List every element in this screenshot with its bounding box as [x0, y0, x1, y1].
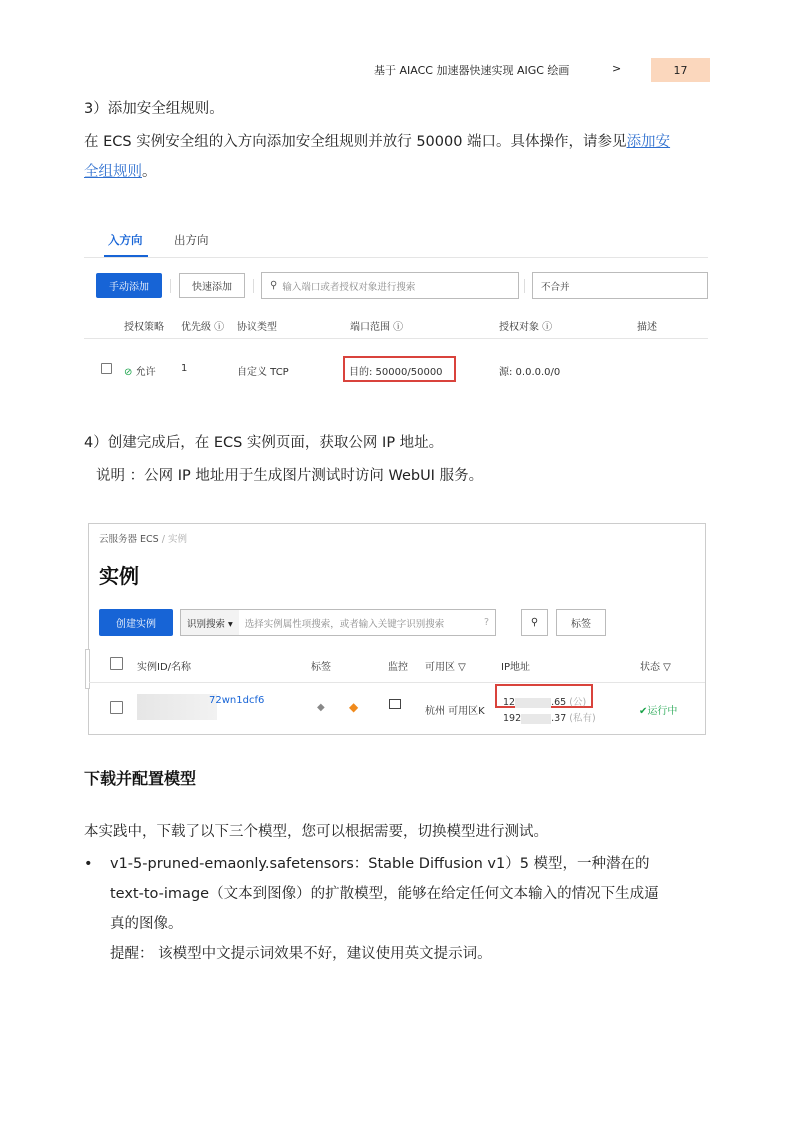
page-title: 实例 [99, 564, 139, 588]
step3-body [84, 127, 714, 187]
search-mode-select[interactable]: 识别搜索 ▾ [181, 610, 239, 635]
instance-search-input[interactable] [180, 609, 496, 636]
security-group-screenshot [84, 222, 708, 392]
col-monitor: 监控 [388, 662, 408, 673]
instance-id-link[interactable]: 72wn1dcf6 [209, 695, 265, 706]
header-arrow: > [612, 62, 622, 75]
add-sg-rule-link-cont[interactable]: 全组规则 [84, 164, 142, 180]
help-icon[interactable]: ? [483, 617, 489, 628]
private-ip-suffix: .37 [551, 713, 567, 724]
toolbar-separator [253, 279, 254, 293]
model-desc-line2: text-to-image（文本到图像）的扩散模型，能够在给定任何文本输入的情况下生成逼 [110, 886, 659, 902]
status-badge [639, 702, 677, 717]
tag-icon[interactable]: ◆ [317, 702, 325, 713]
public-ip-prefix: 12 [503, 697, 516, 708]
bullet: • [84, 856, 93, 872]
step4-heading: 4）创建完成后，在 ECS 实例页面，获取公网 IP 地址。 [84, 435, 444, 451]
col-port-range: 端口范围 ⓘ [350, 322, 404, 333]
tab-active-indicator [104, 255, 148, 257]
create-instance-button[interactable]: 创建实例 [99, 609, 173, 636]
private-ip-tag: (私有) [569, 713, 596, 724]
public-ip [503, 694, 586, 708]
tab-outbound[interactable]: 出方向 [174, 233, 209, 247]
status-value: 运行中 [647, 706, 678, 717]
section-title: 下载并配置模型 [84, 769, 197, 788]
source-value: 源: 0.0.0.0/0 [499, 367, 561, 378]
quick-add-button[interactable]: 快速添加 [179, 273, 245, 298]
col-tags: 标签 [311, 662, 331, 673]
public-ip-suffix: .65 [551, 697, 567, 708]
col-status: 状态 ▽ [640, 662, 671, 673]
priority-value: 1 [181, 363, 188, 374]
add-sg-rule-link[interactable]: 添加安 [626, 134, 671, 150]
row-checkbox[interactable] [101, 363, 112, 374]
instance-search-placeholder: 选择实例属性项搜索，或者输入关键字识别搜索 [244, 618, 445, 630]
breadcrumb [99, 531, 187, 545]
public-ip-tag: (公) [569, 697, 587, 708]
check-circle-icon: ✔ [639, 706, 648, 717]
merge-select[interactable]: 不合并 [532, 272, 708, 299]
redacted-ip [515, 698, 551, 708]
ecs-instances-screenshot [88, 523, 706, 735]
header-title: 基于 AIACC 加速器快速实现 AIGC 绘画 [374, 64, 570, 77]
header-divider [84, 338, 708, 339]
policy-cell [124, 363, 156, 378]
col-description: 描述 [637, 322, 657, 333]
toolbar-separator [524, 279, 525, 293]
tab-inbound[interactable]: 入方向 [108, 233, 143, 247]
header-divider [89, 682, 705, 683]
col-protocol: 协议类型 [237, 322, 277, 333]
tab-divider [84, 257, 708, 258]
tag-button[interactable]: 标签 [556, 609, 606, 636]
col-zone: 可用区 ▽ [425, 662, 466, 673]
protocol-value: 自定义 TCP [237, 367, 289, 378]
check-circle-icon: ⊘ [124, 367, 133, 378]
zone-value: 杭州 可用区K [425, 706, 485, 717]
breadcrumb-sep: / [161, 534, 165, 545]
model-desc-line1: v1-5-pruned-emaonly.safetensors：Stable Diffusion v1）5 模型，一种潜在的 [110, 856, 650, 872]
model-desc-line3: 真的图像。 [110, 916, 183, 932]
sg-search-placeholder: 输入端口或者授权对象进行搜索 [282, 281, 416, 293]
select-all-checkbox[interactable] [110, 657, 123, 670]
redacted-instance-name [137, 694, 217, 720]
scroll-handle[interactable] [85, 649, 90, 689]
col-instance-id: 实例ID/名称 [137, 662, 192, 673]
row-checkbox[interactable] [110, 701, 123, 714]
sg-search-input[interactable] [261, 272, 519, 299]
private-ip [503, 710, 596, 724]
page-number: 17 [651, 58, 710, 82]
breadcrumb-root[interactable]: 云服务器 ECS [99, 534, 159, 545]
step4-note: 说明 ：公网 IP 地址用于生成图片测试时访问 WebUI 服务。 [96, 468, 484, 484]
col-priority: 优先级 ⓘ [181, 322, 225, 333]
layers-icon[interactable]: ◆ [349, 700, 359, 714]
search-button[interactable] [521, 609, 548, 636]
col-policy: 授权策略 [124, 322, 164, 333]
step3-body-suffix: 。 [142, 164, 157, 180]
col-auth-object: 授权对象 ⓘ [499, 322, 553, 333]
port-value: 目的: 50000/50000 [349, 367, 443, 378]
search-icon: ⚲ [530, 617, 539, 628]
col-ip: IP地址 [501, 662, 530, 673]
breadcrumb-current: 实例 [167, 534, 187, 545]
step3-heading: 3）添加安全组规则。 [84, 101, 224, 117]
model-tip: 提醒： 该模型中文提示词效果不好，建议使用英文提示词。 [110, 946, 492, 962]
step3-body-text: 在 ECS 实例安全组的入方向添加安全组规则并放行 50000 端口。具体操作，请参见 [84, 134, 627, 150]
policy-value: 允许 [135, 367, 156, 378]
section-intro: 本实践中，下载了以下三个模型，您可以根据需要，切换模型进行测试。 [84, 824, 548, 840]
toolbar-separator [170, 279, 171, 293]
monitor-icon[interactable] [389, 699, 401, 709]
private-ip-prefix: 192 [503, 713, 522, 724]
redacted-ip [521, 714, 551, 724]
manual-add-button[interactable]: 手动添加 [96, 273, 162, 298]
search-icon: ⚲ [270, 280, 278, 291]
